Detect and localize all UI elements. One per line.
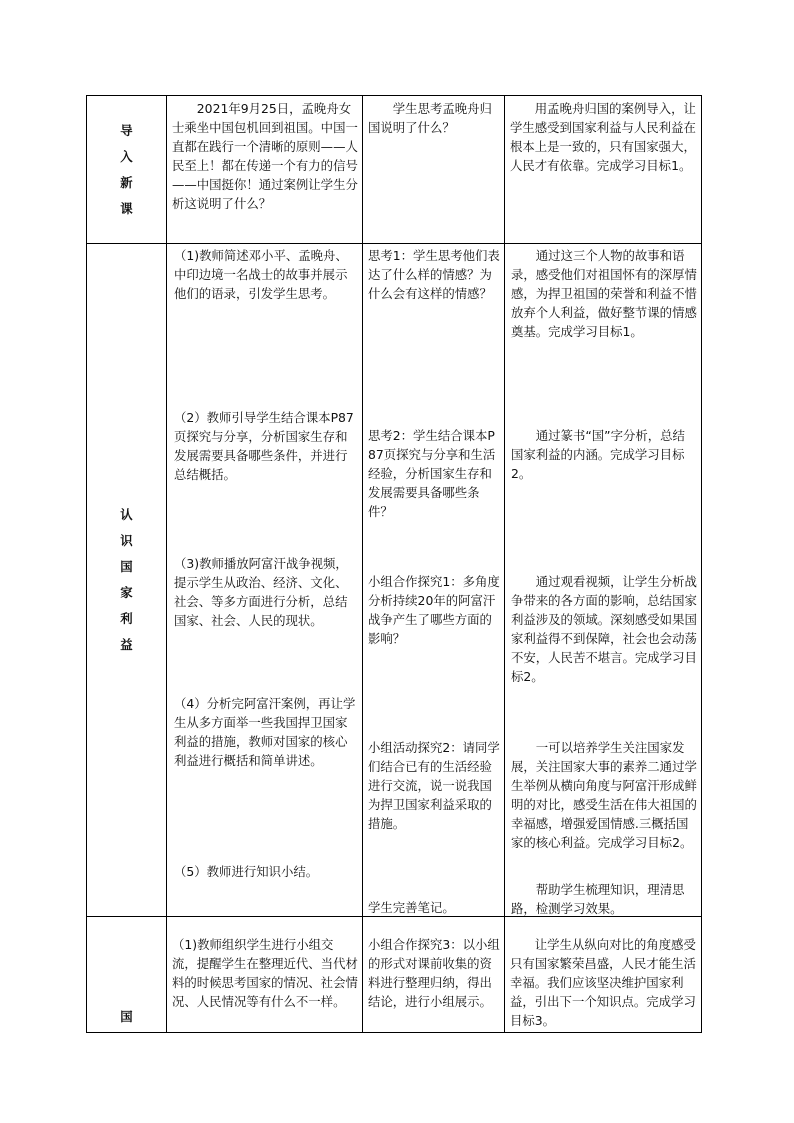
student-cell-intro — [363, 96, 505, 244]
student-cell-national — [363, 917, 505, 1033]
teacher-step-4: （4）分析完阿富汗案例，再让学生从多方面举一些我国捍卫国家利益的措施，教师对国家的核心利益进行概括和简单讲述。 — [174, 696, 356, 768]
teacher-step-1: （1)教师简述邓小平、孟晚舟、中印边境一名战士的故事并展示他们的语录，引发学生思考。 — [174, 248, 348, 301]
row-national — [87, 917, 702, 1033]
student-text-national: 小组合作探究3：以小组的形式对课前收集的资料进行整理归纳，得出结论，进行小组展示。 — [368, 937, 500, 1009]
row-intro — [87, 96, 702, 244]
student-text-intro: 学生思考孟晚舟归国说明了什么？ — [368, 101, 492, 135]
intent-step-5: 帮助学生梳理知识，理清思路，检测学习效果。 — [511, 882, 685, 916]
row-national-interest — [87, 244, 702, 917]
intent-cell-interest — [505, 244, 702, 917]
intent-text-intro: 用孟晚舟归国的案例导入，让学生感受到国家利益与人民利益在根本上是一致的，只有国家强大，人民才有依靠。完成学习目标1。 — [510, 101, 696, 173]
teacher-cell-interest — [167, 244, 363, 917]
teacher-text-national: （1)教师组织学生进行小组交流，提醒学生在整理近代、当代材料的时候思考国家的情况、社会情况、人民情况等有什么不一样。 — [172, 937, 358, 1009]
teacher-cell-national — [167, 917, 363, 1033]
intent-step-2: 通过篆书“国”字分析，总结国家利益的内涵。完成学习目标2。 — [511, 428, 685, 481]
intent-step-3: 通过观看视频，让学生分析战争带来的各方面的影响，总结国家利益涉及的领域。深刻感受如果国家利益得不到保障，社会也会动荡不安，人民苦不堪言。完成学习目标2。 — [511, 574, 697, 684]
student-step-5: 学生完善笔记。 — [368, 900, 455, 915]
stage-cell-interest — [87, 244, 167, 917]
teacher-step-3: （3)教师播放阿富汗战争视频，提示学生从政治、经济、文化、社会、等多方面进行分析，总结国家、社会、人民的现状。 — [174, 556, 348, 628]
stage-cell-national — [87, 917, 167, 1033]
teacher-text-intro: 2021年9月25日，孟晚舟女士乘坐中国包机回到祖国。中国一直都在践行一个清晰的原则——人民至上！都在传递一个有力的信号——中国挺你！通过案例让学生分析这说明了什么？ — [172, 101, 358, 211]
intent-step-4: 一可以培养学生关注国家发展，关注国家大事的素养二通过学生举例从横向角度与阿富汗形成鲜明的对比，感受生活在伟大祖国的幸福感，增强爱国情感.三概括国家的核心利益。完成学习目标2。 — [511, 740, 697, 850]
student-step-1: 思考1：学生思考他们表达了什么样的情感？为什么会有这样的情感？ — [368, 248, 500, 301]
student-cell-interest — [363, 244, 505, 917]
lesson-plan-table — [86, 95, 702, 1033]
intent-cell-intro — [505, 96, 702, 244]
student-step-2: 思考2：学生结合课本P87页探究与分享和生活经验，分析国家生存和发展需要具备哪些条件？ — [368, 428, 496, 519]
teacher-step-2: （2）教师引导学生结合课本P87页探究与分享，分析国家生存和发展需要具备哪些条件，并进行总结概括。 — [174, 410, 354, 482]
intent-step-1: 通过这三个人物的故事和语录，感受他们对祖国怀有的深厚情感，为捍卫祖国的荣誉和利益不惜放弃个人利益，做好整节课的情感奠基。完成学习目标1。 — [511, 248, 697, 339]
stage-label-intro: 导入新课 — [120, 122, 133, 216]
teacher-cell-intro — [167, 96, 363, 244]
stage-label-interest: 认识国家利益 — [120, 507, 133, 652]
intent-cell-national — [505, 917, 702, 1033]
intent-text-national: 让学生从纵向对比的角度感受只有国家繁荣昌盛，人民才能生活幸福。我们应该坚决维护国家利益，引出下一个知识点。完成学习目标3。 — [510, 937, 696, 1028]
stage-label-national: 国 — [120, 1009, 133, 1024]
stage-cell-intro — [87, 96, 167, 244]
student-step-3: 小组合作探究1：多角度分析持续20年的阿富汗战争产生了哪些方面的影响？ — [368, 574, 500, 646]
student-step-4: 小组活动探究2：请同学们结合已有的生活经验进行交流，说一说我国为捍卫国家利益采取的措施。 — [368, 740, 500, 831]
teacher-step-5: （5）教师进行知识小结。 — [174, 864, 319, 879]
